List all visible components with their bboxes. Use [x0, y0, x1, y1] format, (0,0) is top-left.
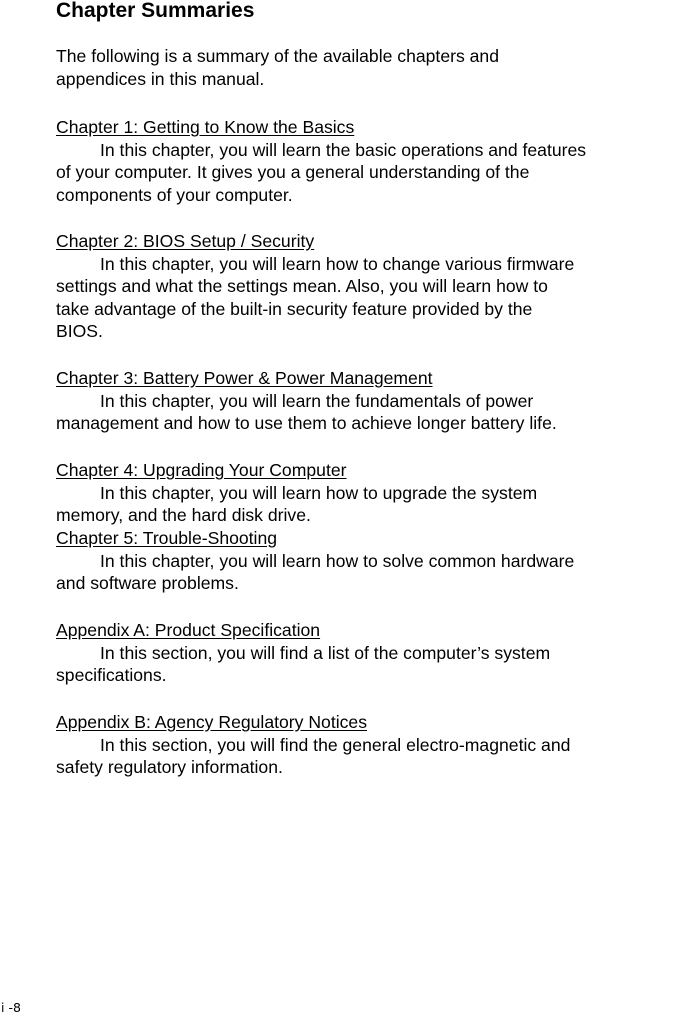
- section-chapter-2: [56, 230, 674, 343]
- section-text-line: and software problems.: [56, 573, 239, 594]
- intro-paragraph: [56, 45, 674, 90]
- section-text-line: safety regulatory information.: [56, 757, 283, 778]
- section-heading-appendix-b: Appendix B: Agency Regulatory Notices: [56, 712, 368, 732]
- section-text-line: In this chapter, you will learn how to change various firmware: [100, 253, 575, 274]
- section-text-line: In this chapter, you will learn how to upgrade the system: [100, 482, 538, 503]
- section-text-line: management and how to use them to achieve longer battery life.: [56, 413, 557, 434]
- section-text-line: In this chapter, you will learn how to solve common hardware: [100, 550, 575, 571]
- section-chapter-4: [56, 459, 674, 527]
- section-appendix-b: [56, 711, 674, 779]
- section-heading-chapter-1: Chapter 1: Getting to Know the Basics: [56, 117, 355, 137]
- section-chapter-5: [56, 527, 674, 595]
- section-heading-chapter-5: Chapter 5: Trouble-Shooting: [56, 528, 278, 548]
- section-text-line: In this chapter, you will learn the fundamentals of power: [100, 390, 534, 411]
- section-text-line: components of your computer.: [56, 184, 293, 205]
- section-text-line: of your computer. It gives you a general understanding of the: [56, 162, 530, 183]
- section-text-line: memory, and the hard disk drive.: [56, 505, 311, 526]
- section-text-line: In this section, you will find a list of the computer’s system: [100, 642, 551, 663]
- section-text-line: specifications.: [56, 665, 167, 686]
- section-heading-chapter-3: Chapter 3: Battery Power & Power Management: [56, 368, 433, 388]
- section-chapter-1: [56, 116, 674, 206]
- section-text-line: settings and what the settings mean. Also, you will learn how to: [56, 276, 548, 297]
- section-text-line: In this section, you will find the general electro-magnetic and: [100, 734, 571, 755]
- page-number: i -8: [1, 1000, 21, 1015]
- section-chapter-3: [56, 367, 674, 435]
- section-heading-appendix-a: Appendix A: Product Specification: [56, 620, 321, 640]
- section-heading-chapter-2: Chapter 2: BIOS Setup / Security: [56, 231, 315, 251]
- intro-line: appendices in this manual.: [56, 68, 265, 89]
- page-title: Chapter Summaries: [56, 0, 255, 22]
- section-text-line: BIOS.: [56, 321, 103, 342]
- intro-line: The following is a summary of the available chapters and: [56, 46, 500, 66]
- section-text-line: In this chapter, you will learn the basic operations and features: [100, 139, 587, 160]
- section-heading-chapter-4: Chapter 4: Upgrading Your Computer: [56, 460, 347, 480]
- section-appendix-a: [56, 619, 674, 687]
- section-text-line: take advantage of the built-in security feature provided by the: [56, 298, 533, 319]
